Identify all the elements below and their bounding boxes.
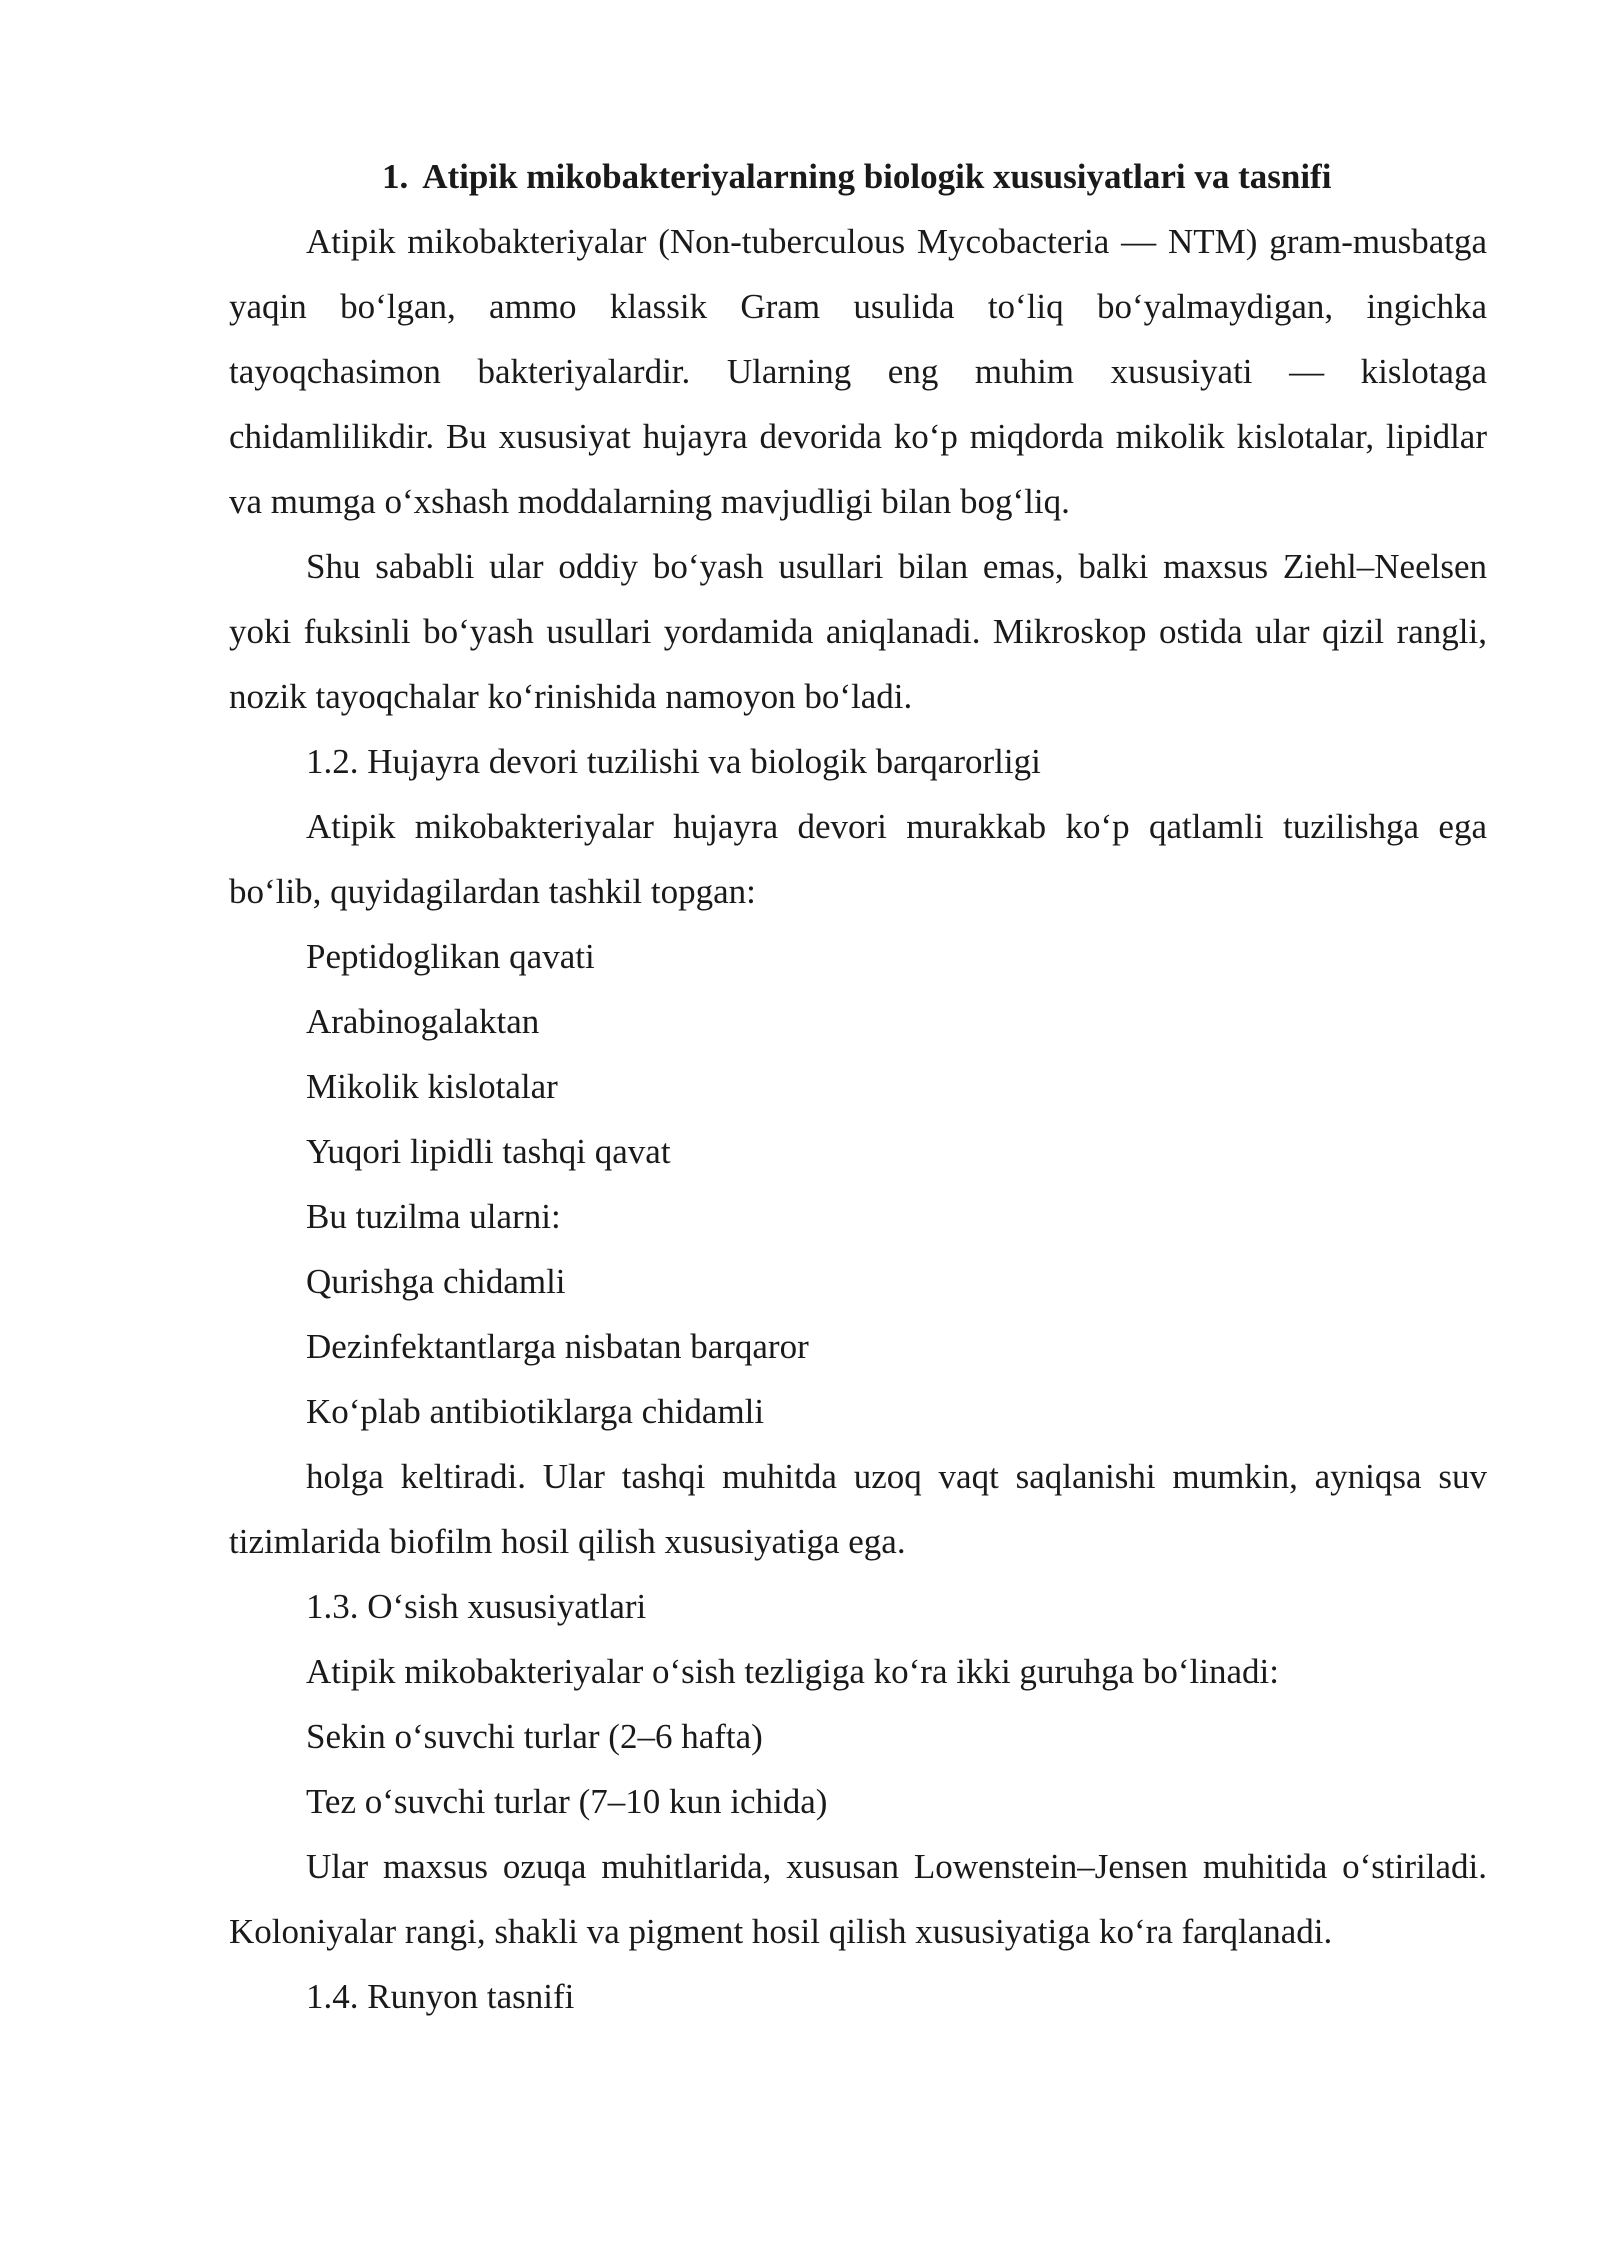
list-item-layer: Yuqori lipidli tashqi qavat: [306, 1132, 671, 1171]
list-item-growth: Sekin o‘suvchi turlar (2–6 hafta): [306, 1717, 763, 1756]
subsection-heading-1-2: 1.2. Hujayra devori tuzilishi va biologik barqarorligi: [306, 742, 1041, 781]
list-item-layer: Peptidoglikan qavati: [306, 937, 595, 976]
list-item-property: Dezinfektantlarga nisbatan barqaror: [306, 1327, 809, 1366]
paragraph-environment: holga keltiradi. Ular tashqi muhitda uzoq vaqt saqlanishi mumkin, ayniqsa suv tizimlarida biofilm hosil qilish xususiyatiga ega.: [229, 1457, 1487, 1561]
list-item-layer: Mikolik kislotalar: [306, 1067, 558, 1106]
section-heading: [229, 144, 1487, 209]
subsection-heading-1-4: 1.4. Runyon tasnifi: [306, 1977, 575, 2016]
paragraph-staining: Shu sababli ular oddiy bo‘yash usullari bilan emas, balki maxsus Ziehl–Neelsen yoki fuksinli bo‘yash usullari yordamida aniqlanadi. Mikroskop ostida ular qizil rangli, nozik tayoqchalar ko‘rinishida namoyon bo‘ladi.: [229, 547, 1487, 716]
paragraph-growth-intro: Atipik mikobakteriyalar o‘sish tezligiga ko‘ra ikki guruhga bo‘linadi:: [306, 1652, 1279, 1691]
paragraph-cell-wall: Atipik mikobakteriyalar hujayra devori murakkab ko‘p qatlamli tuzilishga ega bo‘lib, quyidagilardan tashkil topgan:: [229, 807, 1487, 911]
list-item-layer: Arabinogalaktan: [306, 1002, 540, 1041]
list-intro: Bu tuzilma ularni:: [306, 1197, 561, 1236]
paragraph-definition: Atipik mikobakteriyalar (Non-tuberculous Mycobacteria — NTM) gram-musbatga yaqin bo‘lgan, ammo klassik Gram usulida to‘liq bo‘yalmaydigan, ingichka tayoqchasimon bakteriyalardir. Ularning eng muhim xususiyati — kislotaga chidamlilikdir. Bu xususiyat hujayra devorida ko‘p miqdorda mikolik kislotalar, lipidlar va mumga o‘xshash moddalarning mavjudligi bilan bog‘liq.: [229, 222, 1487, 521]
section-title: Atipik mikobakteriyalarning biologik xususiyatlari va tasnifi: [422, 157, 1332, 196]
list-item-growth: Tez o‘suvchi turlar (7–10 kun ichida): [306, 1782, 828, 1821]
list-item-property: Qurishga chidamli: [306, 1262, 566, 1301]
list-item-property: Ko‘plab antibiotiklarga chidamli: [306, 1392, 765, 1431]
section-number: 1.: [382, 157, 409, 196]
subsection-heading-1-3: 1.3. O‘sish xususiyatlari: [306, 1587, 647, 1626]
document-body: [229, 144, 1487, 2029]
paragraph-culture: Ular maxsus ozuqa muhitlarida, xususan Lowenstein–Jensen muhitida o‘stiriladi. Koloniyalar rangi, shakli va pigment hosil qilish xususiyatiga ko‘ra farqlanadi.: [229, 1847, 1487, 1951]
